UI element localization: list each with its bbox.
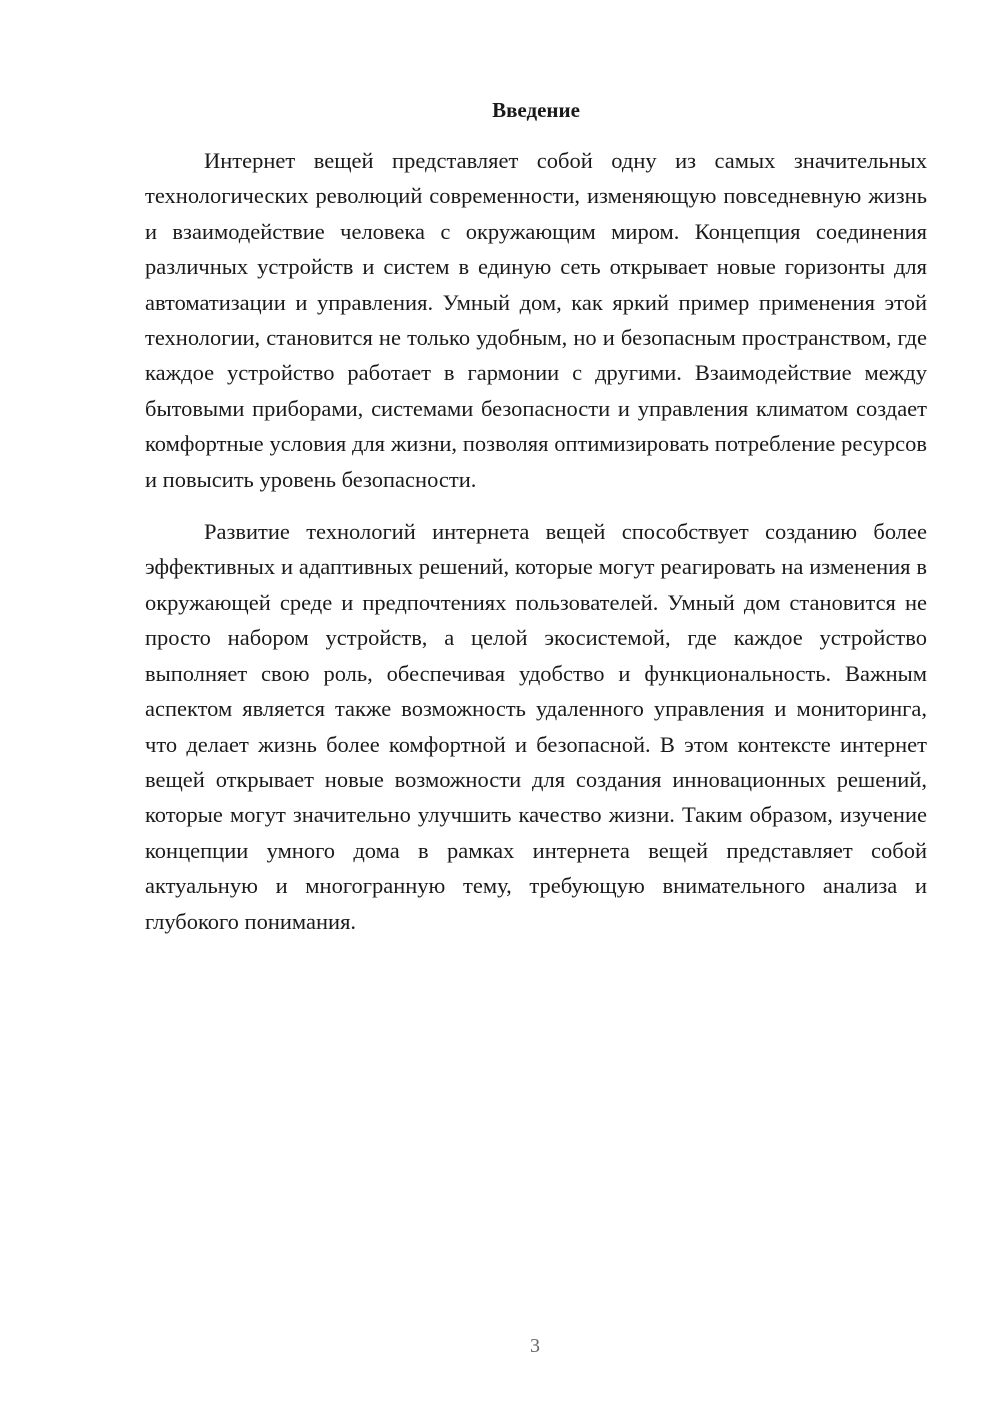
body-text: [145, 143, 927, 939]
paragraph-2: Развитие технологий интернета вещей способствует созданию более эффективных и адаптивных решений, которые могут реагировать на изменения в окружающей среде и предпочтениях пользователей. Умный дом становится не просто набором устройств, а целой экосистемой, где каждое устройство выполняет свою роль, обеспечивая удобство и функциональность. Важным аспектом является также возможность удаленного управления и мониторинга, что делает жизнь более комфортной и безопасной. В этом контексте интернет вещей открывает новые возможности для создания инновационных решений, которые могут значительно улучшить качество жизни. Таким образом, изучение концепции умного дома в рамках интернета вещей представляет собой актуальную и многогранную тему, требующую внимательного анализа и глубокого понимания.: [145, 519, 927, 934]
page-number: 3: [530, 1335, 540, 1357]
paragraph-1: Интернет вещей представляет собой одну из самых значительных технологических революций современности, изменяющую повседневную жизнь и взаимодействие человека с окружающим миром. Концепция соединения различных устройств и систем в единую сеть открывает новые горизонты для автоматизации и управления. Умный дом, как яркий пример применения этой технологии, становится не только удобным, но и безопасным пространством, где каждое устройство работает в гармонии с другими. Взаимодействие между бытовыми приборами, системами безопасности и управления климатом создает комфортные условия для жизни, позволяя оптимизировать потребление ресурсов и повысить уровень безопасности.: [145, 148, 927, 492]
section-title: Введение: [492, 98, 580, 122]
